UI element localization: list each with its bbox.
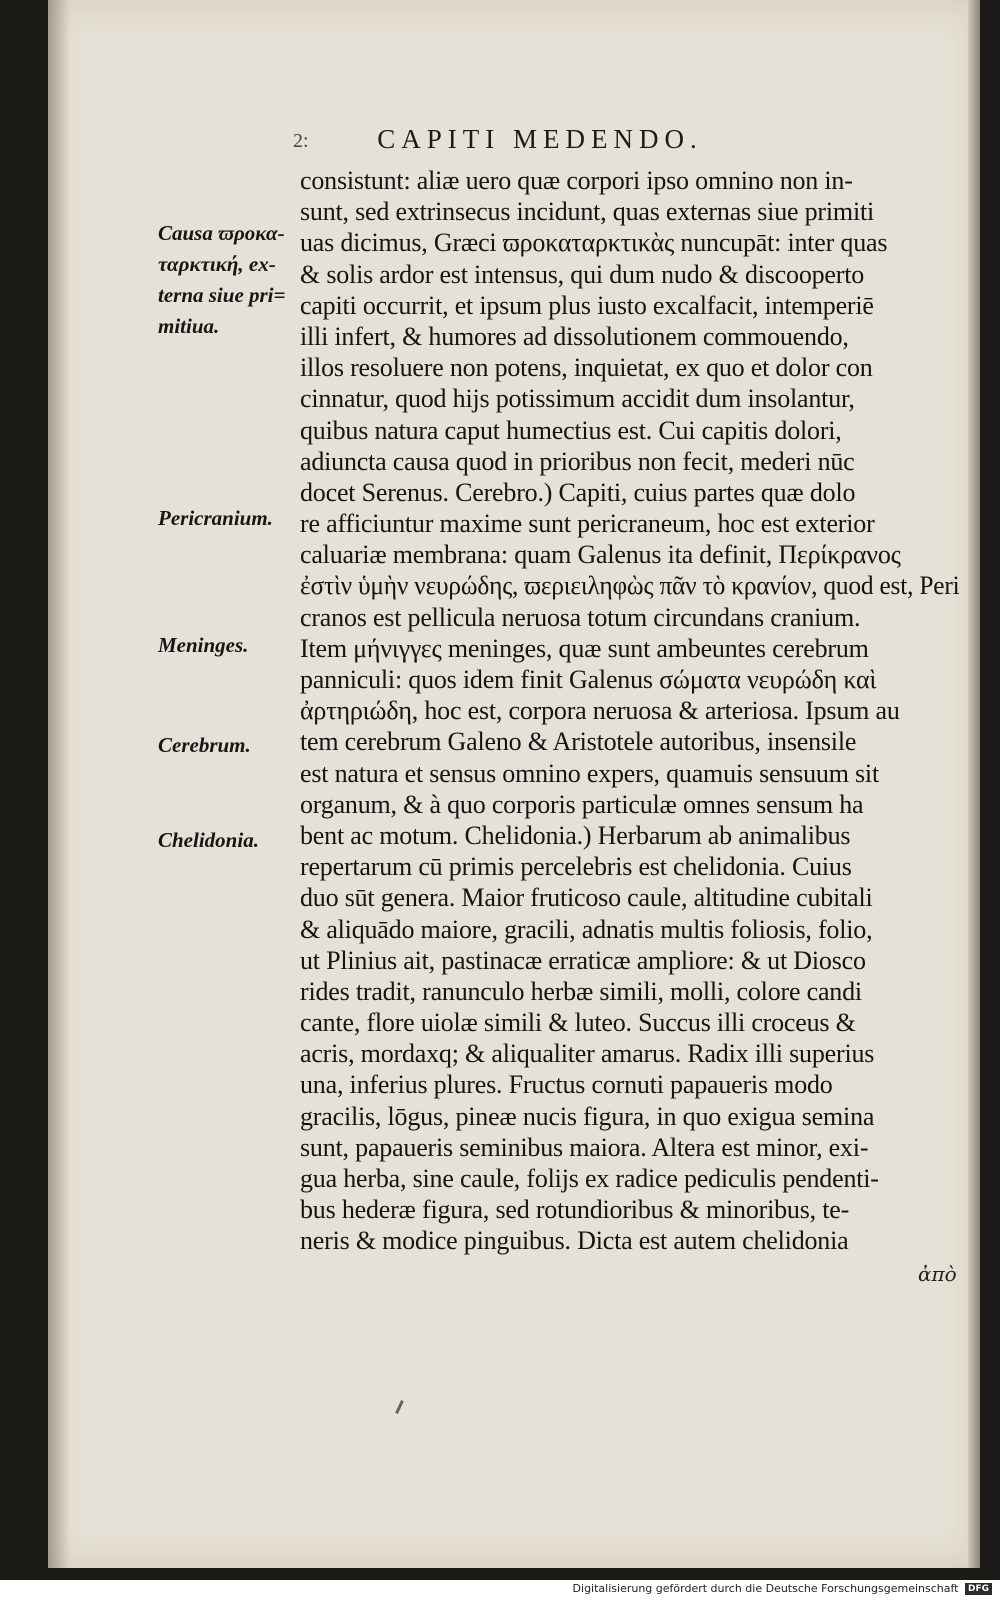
page-edge <box>968 0 980 1568</box>
text-line: sunt, sed extrinsecus incidunt, quas externas siue primiti <box>300 197 875 227</box>
text-line: neris & modice pinguibus. Dicta est autem chelidonia <box>300 1226 849 1256</box>
text-line: & aliquādo maiore, gracili, adnatis multis foliosis, folio, <box>300 914 873 944</box>
margin-note-chelidonia: Chelidonia. <box>158 828 259 852</box>
text-line: uas dicimus, Græci ϖροκαταρκτικὰς nuncupāt: inter quas <box>300 228 888 258</box>
text-line: adiuncta causa quod in prioribus non fecit, mederi nūc <box>300 446 855 476</box>
margin-note-causa-3: terna siue pri= <box>158 283 286 307</box>
text-line: ἀρτηριώδη, hoc est, corpora neruosa & arteriosa. Ipsum au <box>300 696 900 726</box>
text-line: ut Plinius ait, pastinacæ erraticæ ampliore: & ut Diosco <box>300 945 866 975</box>
text-line: est natura et sensus omnino expers, quamuis sensuum sit <box>300 758 879 788</box>
text-line: sunt, papaueris seminibus maiora. Altera est minor, exi- <box>300 1132 869 1162</box>
margin-note-causa-1: Causa ϖροκα- <box>158 221 285 245</box>
dfg-logo: DFG <box>965 1583 992 1595</box>
text-line: gracilis, lōgus, pineæ nucis figura, in quo exigua semina <box>300 1101 875 1131</box>
text-line: ἐστὶν ὑμὴν νευρώδης, ϖεριειληφὼς πᾶν τὸ κρανίον, quod est, Peri <box>300 571 960 601</box>
text-line: bus hederæ figura, sed rotundioribus & minoribus, te- <box>300 1195 850 1225</box>
text-line: cante, flore uiolæ simili & luteo. Succus illi croceus & <box>300 1008 856 1038</box>
text-line: panniculi: quos idem finit Galenus σώματα νευρώδη καὶ <box>300 665 877 694</box>
text-line: duo sūt genera. Maior fruticoso caule, altitudine cubitali <box>300 883 873 913</box>
footer-credit-text: Digitalisierung gefördert durch die Deutsche Forschungsgemeinschaft <box>572 1582 959 1595</box>
margin-note-causa-2: ταρκτική, ex- <box>158 252 276 276</box>
text-line: gua herba, sine caule, folijs ex radice pediculis pendenti- <box>300 1164 879 1193</box>
text-line: organum, & à quo corporis particulæ omnes sensum ha <box>300 789 864 819</box>
text-line: Item μήνιγγες meninges, quæ sunt ambeuntes cerebrum <box>300 633 869 663</box>
text-line: acris, mordaxq; & aliqualiter amarus. Radix illi superius <box>300 1039 875 1069</box>
gutter-shadow <box>48 0 70 1568</box>
text-line: illos resoluere non potens, inquietat, ex quo et dolor con <box>300 353 873 383</box>
text-line: docet Serenus. Cerebro.) Capiti, cuius partes quæ dolo <box>300 477 856 507</box>
text-line: bent ac motum. Chelidonia.) Herbarum ab animalibus <box>300 820 851 850</box>
text-line: rides tradit, ranunculo herbæ simili, molli, colore candi <box>300 976 862 1006</box>
text-line: quibus natura caput humectius est. Cui capitis dolori, <box>300 415 842 445</box>
text-line: cranos est pellicula neruosa totum circundans cranium. <box>300 602 861 632</box>
text-line: illi infert, & humores ad dissolutionem commouendo, <box>300 321 849 351</box>
text-line: re afficiuntur maxime sunt pericraneum, hoc est exterior <box>300 509 875 539</box>
margin-note-causa-4: mitiua. <box>158 314 220 338</box>
text-line: cinnatur, quod hijs potissimum accidit dum insolantur, <box>300 384 855 414</box>
main-text-block <box>300 165 960 1257</box>
margin-note-pericranium: Pericranium. <box>158 506 273 530</box>
catchword: ἀπὸ <box>918 1262 957 1286</box>
text-line: tem cerebrum Galeno & Aristotele autoribus, insensile <box>300 727 857 757</box>
page-mark: 2: <box>293 130 309 152</box>
margin-note-meninges: Meninges. <box>158 633 249 657</box>
text-line: repertarum cū primis percelebris est chelidonia. Cuius <box>300 852 852 882</box>
margin-note-cerebrum: Cerebrum. <box>158 733 251 757</box>
footer-credit <box>573 1582 992 1595</box>
text-line: una, inferius plures. Fructus cornuti papaueris modo <box>300 1070 833 1100</box>
text-line: caluariæ membrana: quam Galenus ita definit, Περίκρανος <box>300 540 901 570</box>
text-line: consistunt: aliæ uero quæ corpori ipso omnino non in- <box>300 166 853 195</box>
text-line: capiti occurrit, et ipsum plus iusto excalfacit, intemperiē <box>300 290 874 320</box>
text-line: & solis ardor est intensus, qui dum nudo & discooperto <box>300 259 865 289</box>
running-title: CAPITI MEDENDO. <box>377 124 703 154</box>
